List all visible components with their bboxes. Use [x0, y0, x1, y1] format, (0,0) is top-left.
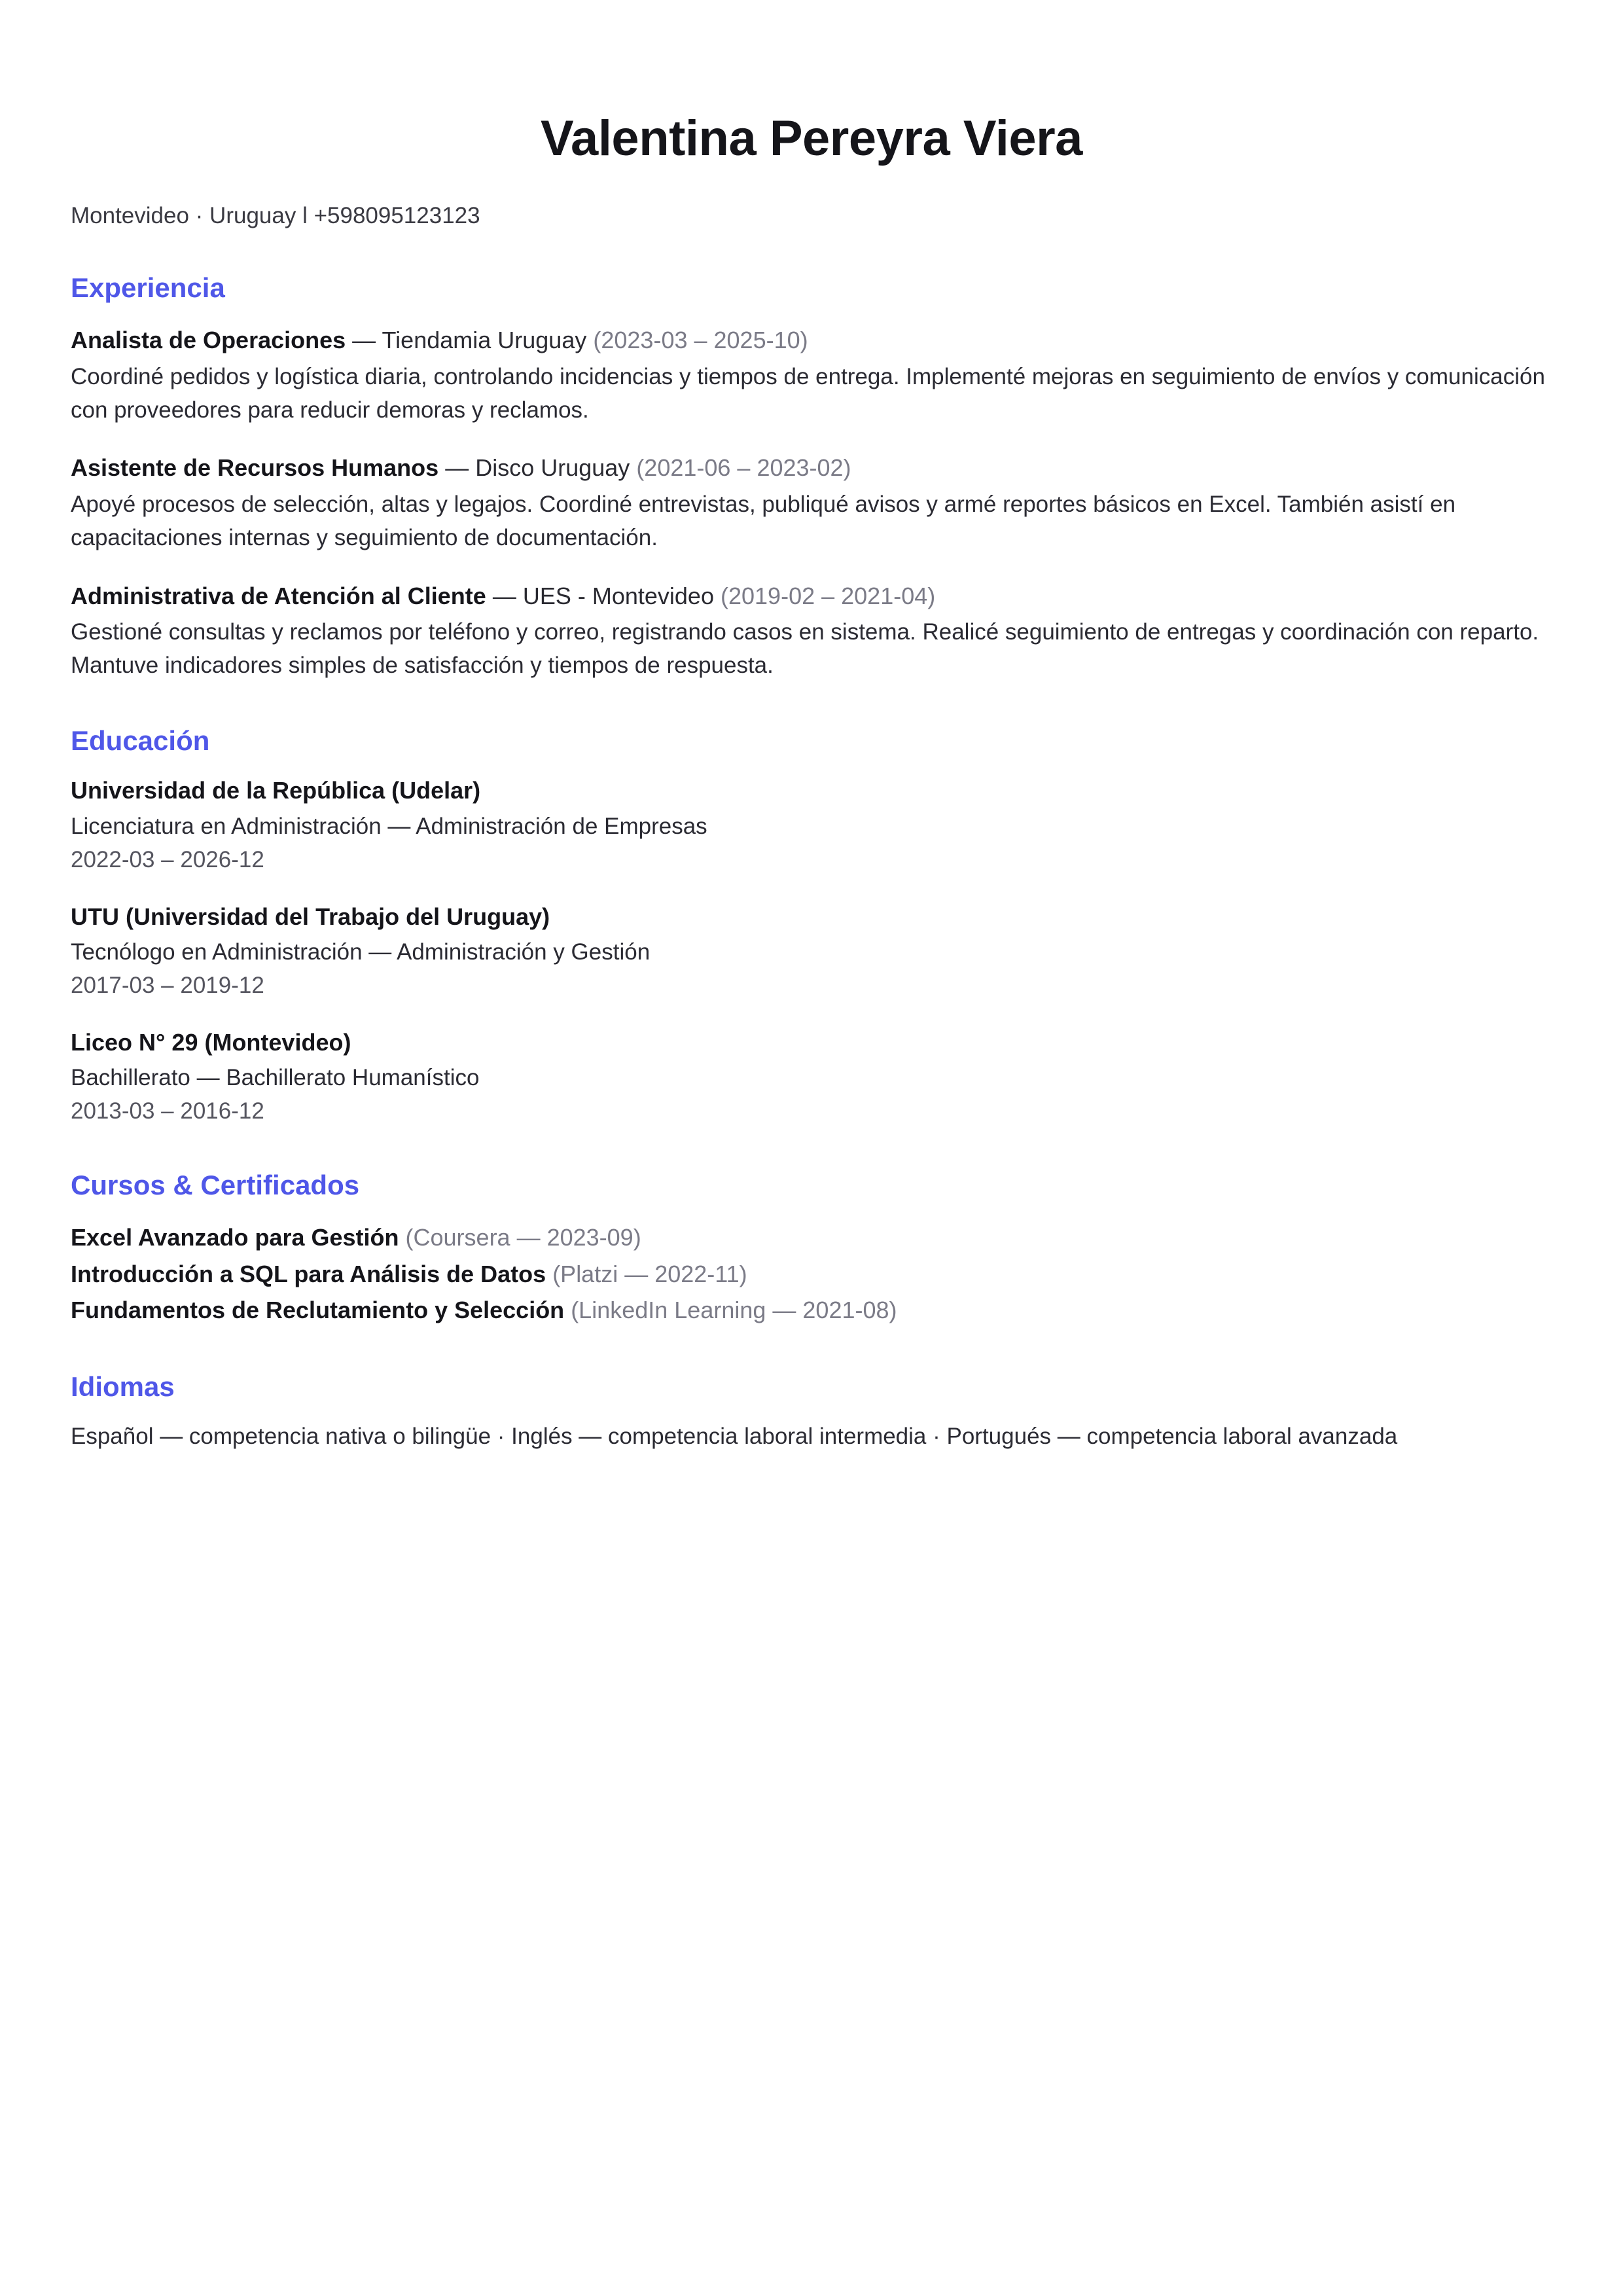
section-experience — [71, 272, 1552, 683]
education-school: Universidad de la República (Udelar) — [71, 777, 481, 804]
section-education — [71, 725, 1552, 1128]
section-courses — [71, 1169, 1552, 1329]
section-title-languages: Idiomas — [71, 1371, 175, 1403]
experience-company: Disco Uruguay — [475, 454, 630, 482]
education-degree: Tecnólogo en Administración — Administración y Gestión — [71, 939, 651, 965]
education-school: UTU (Universidad del Trabajo del Uruguay) — [71, 903, 550, 930]
experience-dates: (2019-02 – 2021-04) — [721, 582, 936, 609]
course-meta: (Platzi — 2022-11) — [552, 1260, 747, 1287]
experience-item-header — [71, 324, 1552, 357]
experience-description: Coordiné pedidos y logística diaria, controlando incidencias y tiempos de entrega. Implementé mejoras en seguimiento de envíos y comunicación con proveedores para reducir demoras y reclamos. — [71, 363, 1545, 423]
section-title-education: Educación — [71, 725, 210, 756]
experience-dates: (2021-06 – 2023-02) — [636, 454, 851, 482]
course-item — [71, 1219, 1552, 1256]
course-name: Introducción a SQL para Análisis de Datos — [71, 1260, 546, 1287]
education-dates: 2022-03 – 2026-12 — [71, 846, 264, 872]
experience-dates: (2023-03 – 2025-10) — [593, 327, 808, 354]
experience-item — [71, 452, 1552, 554]
course-name: Fundamentos de Reclutamiento y Selección — [71, 1297, 565, 1324]
education-degree: Licenciatura en Administración — Administración de Empresas — [71, 813, 707, 839]
experience-separator: — — [445, 454, 469, 482]
experience-job-title: Administrativa de Atención al Cliente — [71, 582, 486, 609]
contact-line: Montevideo · Uruguay l +598095123123 — [71, 202, 480, 228]
section-title-courses: Cursos & Certificados — [71, 1170, 360, 1201]
education-dates: 2013-03 – 2016-12 — [71, 1098, 264, 1124]
course-item — [71, 1292, 1552, 1329]
course-meta: (LinkedIn Learning — 2021-08) — [571, 1297, 897, 1324]
education-dates: 2017-03 – 2019-12 — [71, 972, 264, 998]
experience-item-header — [71, 452, 1552, 484]
experience-company: Tiendamia Uruguay — [382, 327, 587, 354]
experience-item-header — [71, 580, 1552, 613]
course-name: Excel Avanzado para Gestión — [71, 1223, 399, 1251]
experience-item — [71, 580, 1552, 683]
education-item — [71, 1026, 1552, 1127]
course-item — [71, 1256, 1552, 1293]
section-languages — [71, 1371, 1552, 1454]
experience-description: Gestioné consultas y reclamos por teléfono y correo, registrando casos en sistema. Realicé seguimiento de entregas y coordinación con reparto. Mantuve indicadores simples de satisfacción y tiempos de respuesta. — [71, 619, 1539, 678]
experience-job-title: Asistente de Recursos Humanos — [71, 454, 439, 482]
course-meta: (Coursera — 2023-09) — [405, 1223, 641, 1251]
experience-company: UES - Montevideo — [522, 582, 714, 609]
experience-job-title: Analista de Operaciones — [71, 327, 346, 354]
experience-description: Apoyé procesos de selección, altas y legajos. Coordiné entrevistas, publiqué avisos y armé reportes básicos en Excel. También asistí en capacitaciones internas y seguimiento de documentación. — [71, 492, 1456, 550]
education-item — [71, 901, 1552, 1001]
experience-item — [71, 324, 1552, 427]
languages-text: Español — competencia nativa o bilingüe · Inglés — competencia laboral intermedia · Portugués — competencia laboral avanzada — [71, 1424, 1398, 1450]
experience-separator: — — [492, 582, 516, 609]
education-school: Liceo N° 29 (Montevideo) — [71, 1028, 351, 1056]
page-title: Valentina Pereyra Viera — [541, 111, 1082, 166]
education-item — [71, 774, 1552, 875]
section-title-experience: Experiencia — [71, 272, 225, 303]
education-degree: Bachillerato — Bachillerato Humanístico — [71, 1065, 480, 1091]
experience-separator: — — [352, 327, 376, 354]
